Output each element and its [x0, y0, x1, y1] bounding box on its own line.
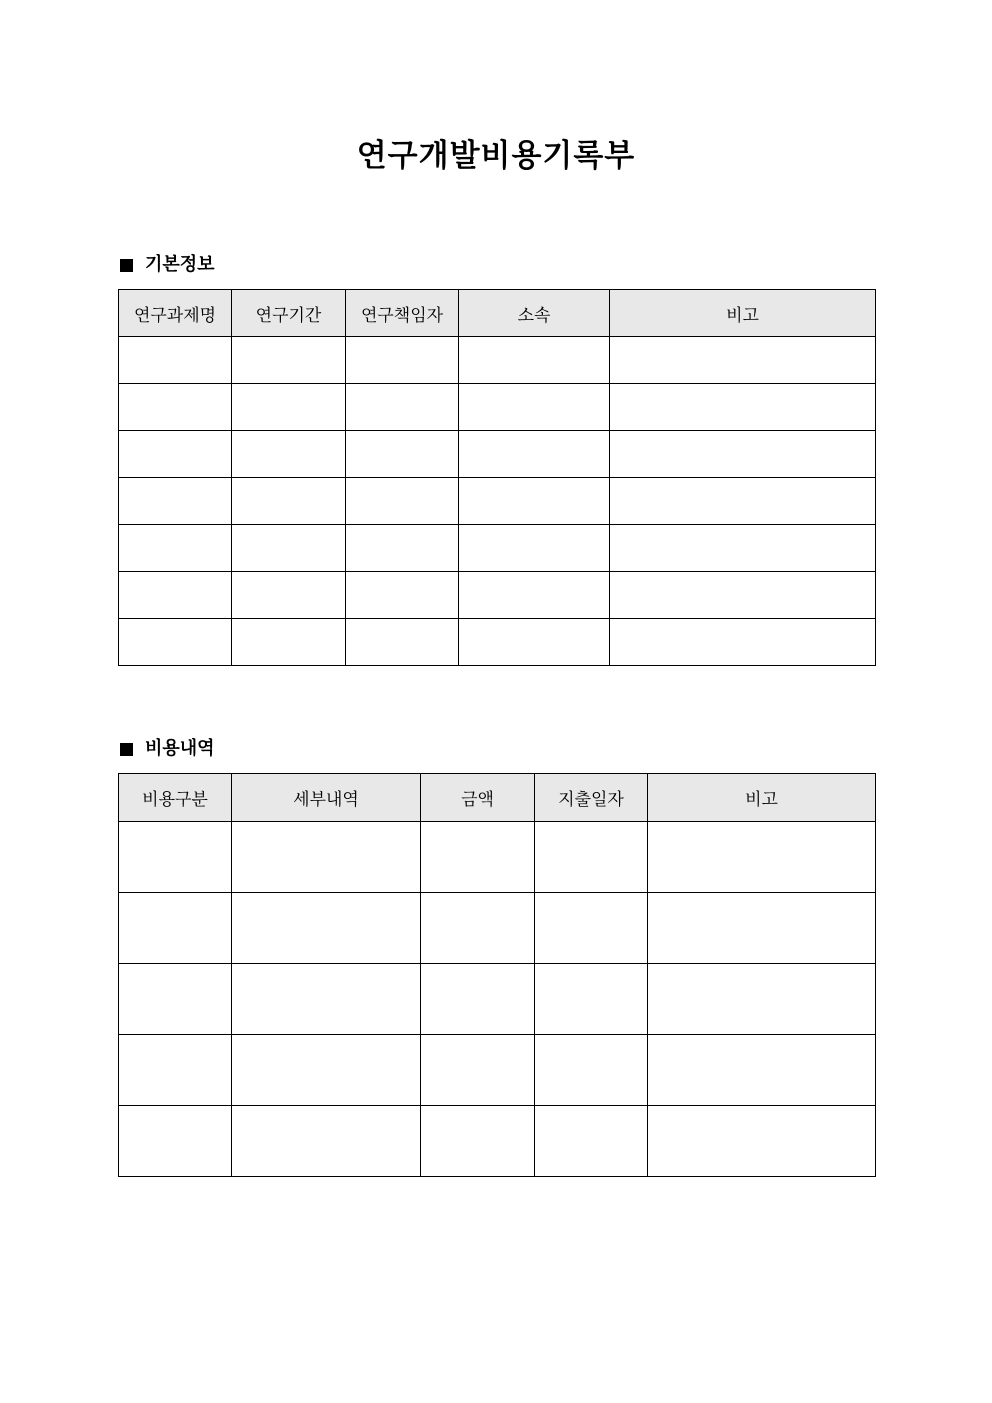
table-cell[interactable]	[648, 964, 876, 1035]
table-cell[interactable]	[648, 822, 876, 893]
table-cell[interactable]	[648, 893, 876, 964]
table-cell[interactable]	[421, 893, 535, 964]
table-cell[interactable]	[421, 964, 535, 1035]
table-row	[119, 964, 876, 1035]
table-cell[interactable]	[610, 478, 876, 525]
basic-info-heading	[120, 254, 215, 276]
table-cell[interactable]	[119, 964, 232, 1035]
table-row	[119, 478, 876, 525]
column-header-affiliation: 소속	[459, 290, 610, 337]
table-cell[interactable]	[610, 431, 876, 478]
table-cell[interactable]	[232, 337, 346, 384]
table-cell[interactable]	[610, 572, 876, 619]
column-header-principal-investigator: 연구책임자	[346, 290, 459, 337]
table-cell[interactable]	[535, 964, 648, 1035]
table-cell[interactable]	[232, 893, 421, 964]
table-cell[interactable]	[119, 337, 232, 384]
table-cell[interactable]	[119, 525, 232, 572]
table-cell[interactable]	[459, 619, 610, 666]
column-header-details: 세부내역	[232, 774, 421, 822]
table-cell[interactable]	[232, 431, 346, 478]
table-cell[interactable]	[346, 337, 459, 384]
table-header-row	[119, 774, 876, 822]
table-cell[interactable]	[459, 478, 610, 525]
column-header-cost-category: 비용구분	[119, 774, 232, 822]
table-row	[119, 619, 876, 666]
table-cell[interactable]	[119, 1106, 232, 1177]
table-cell[interactable]	[119, 384, 232, 431]
table-cell[interactable]	[346, 619, 459, 666]
table-cell[interactable]	[119, 572, 232, 619]
table-cell[interactable]	[648, 1035, 876, 1106]
table-cell[interactable]	[459, 384, 610, 431]
table-cell[interactable]	[232, 384, 346, 431]
table-cell[interactable]	[610, 525, 876, 572]
table-row	[119, 893, 876, 964]
table-cell[interactable]	[232, 572, 346, 619]
cost-details-heading-label: 비용내역	[145, 738, 215, 759]
table-cell[interactable]	[232, 525, 346, 572]
table-cell[interactable]	[421, 1106, 535, 1177]
table-cell[interactable]	[421, 1035, 535, 1106]
table-row	[119, 572, 876, 619]
basic-info-heading-label: 기본정보	[145, 254, 215, 275]
table-cell[interactable]	[535, 1106, 648, 1177]
table-cell[interactable]	[119, 619, 232, 666]
column-header-project-name: 연구과제명	[119, 290, 232, 337]
column-header-remarks: 비고	[648, 774, 876, 822]
table-cell[interactable]	[421, 822, 535, 893]
table-cell[interactable]	[232, 822, 421, 893]
table-cell[interactable]	[535, 822, 648, 893]
column-header-expense-date: 지출일자	[535, 774, 648, 822]
table-row	[119, 1106, 876, 1177]
table-cell[interactable]	[610, 384, 876, 431]
column-header-remarks: 비고	[610, 290, 876, 337]
table-row	[119, 337, 876, 384]
table-cell[interactable]	[459, 337, 610, 384]
basic-info-table	[118, 289, 876, 666]
table-cell[interactable]	[648, 1106, 876, 1177]
page-title: 연구개발비용기록부	[356, 138, 636, 174]
table-cell[interactable]	[535, 1035, 648, 1106]
column-header-amount: 금액	[421, 774, 535, 822]
table-row	[119, 384, 876, 431]
table-cell[interactable]	[459, 572, 610, 619]
table-cell[interactable]	[232, 964, 421, 1035]
table-cell[interactable]	[346, 572, 459, 619]
square-bullet-icon	[120, 743, 133, 756]
table-cell[interactable]	[610, 337, 876, 384]
table-cell[interactable]	[119, 478, 232, 525]
table-cell[interactable]	[346, 431, 459, 478]
cost-details-table	[118, 773, 876, 1177]
table-row	[119, 1035, 876, 1106]
table-cell[interactable]	[119, 431, 232, 478]
table-cell[interactable]	[119, 893, 232, 964]
table-cell[interactable]	[535, 893, 648, 964]
table-cell[interactable]	[346, 478, 459, 525]
column-header-research-period: 연구기간	[232, 290, 346, 337]
table-cell[interactable]	[232, 1106, 421, 1177]
square-bullet-icon	[120, 259, 133, 272]
table-cell[interactable]	[119, 1035, 232, 1106]
table-row	[119, 822, 876, 893]
table-cell[interactable]	[232, 1035, 421, 1106]
table-cell[interactable]	[232, 619, 346, 666]
table-cell[interactable]	[459, 525, 610, 572]
table-cell[interactable]	[232, 478, 346, 525]
table-row	[119, 525, 876, 572]
table-row	[119, 431, 876, 478]
table-cell[interactable]	[459, 431, 610, 478]
cost-details-heading	[120, 738, 215, 760]
table-cell[interactable]	[610, 619, 876, 666]
table-header-row	[119, 290, 876, 337]
table-cell[interactable]	[119, 822, 232, 893]
table-cell[interactable]	[346, 384, 459, 431]
table-cell[interactable]	[346, 525, 459, 572]
